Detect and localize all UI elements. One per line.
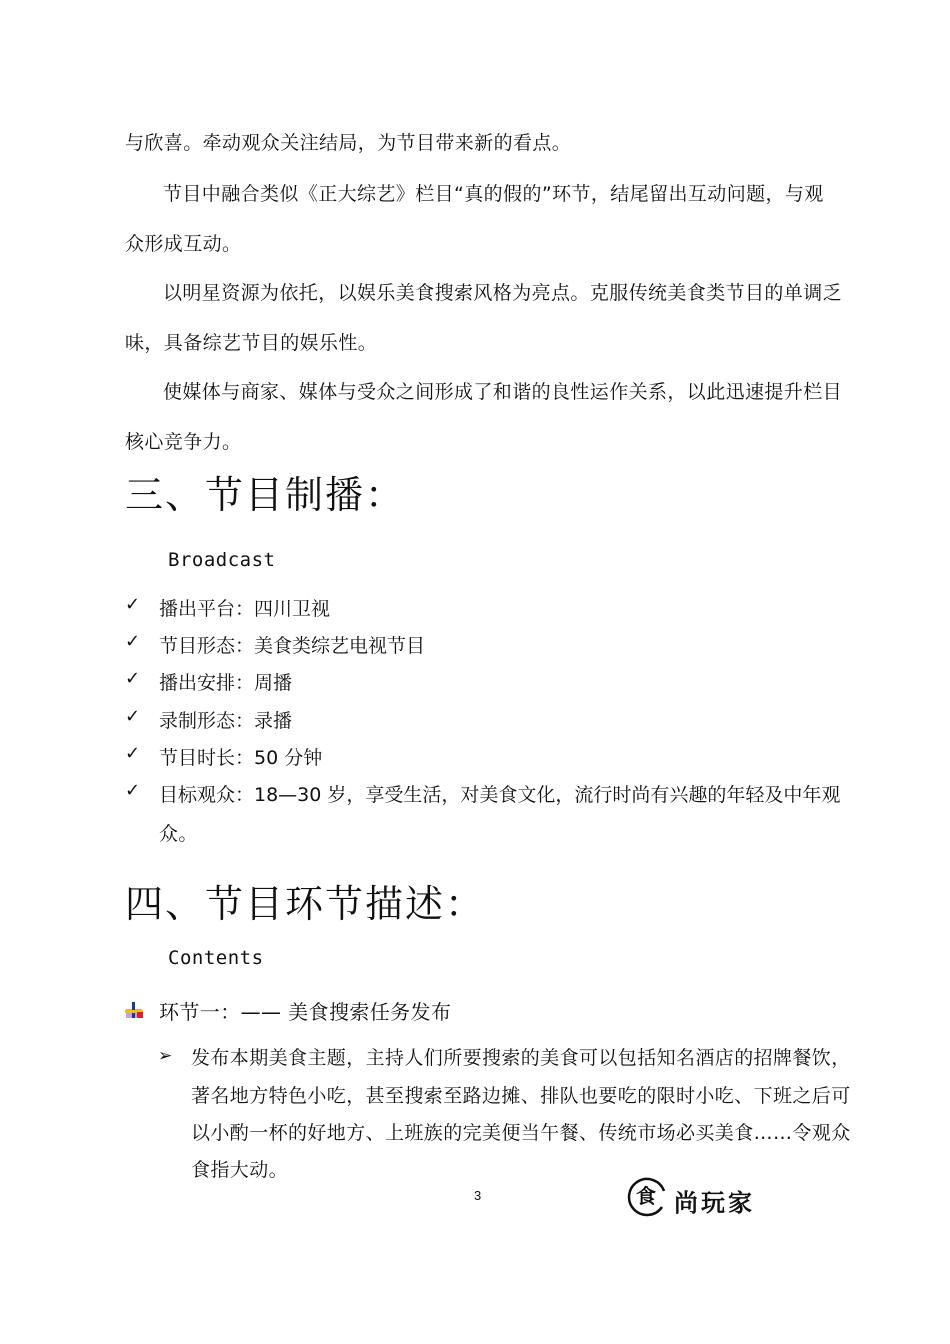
intro-line-5: 味，具备综艺节目的娱乐性。 [125,332,378,354]
broadcast-item-text: 播出平台：四川卫视 [159,598,331,620]
logo-text: 尚玩家 [674,1188,755,1217]
logo-glyph: 食 [636,1184,656,1208]
broadcast-item-text: 目标观众：18—30 岁，享受生活，对美食文化，流行时尚有兴趣的年轻及中年观 [159,784,841,806]
page-number: 3 [474,1188,482,1203]
segment-body-line-3: 以小酌一杯的好地方、上班族的完美便当午餐、传统市场必买美食……令观众 [191,1122,851,1144]
broadcast-item-text: 节目时长：50 分钟 [159,747,323,769]
intro-line-3: 众形成互动。 [125,233,242,255]
intro-line-2: 节目中融合类似《正大综艺》栏目“真的假的”环节，结尾留出互动问题，与观 [163,183,824,205]
checkmark-icon: ✓ [125,706,141,727]
checkmark-icon: ✓ [125,668,141,689]
checkmark-icon: ✓ [125,780,141,801]
segment-body-line-1: 发布本期美食主题，主持人们所要搜索的美食可以包括知名酒店的招牌餐饮， [191,1047,851,1069]
intro-line-4: 以明星资源为依托，以娱乐美食搜索风格为亮点。克服传统美食类节目的单调乏 [163,282,843,304]
broadcast-item-continuation: 众。 [159,823,198,845]
logo-circle-icon [626,1173,670,1217]
intro-line-7: 核心竞争力。 [125,431,242,453]
section3-subtitle: Broadcast [168,549,276,571]
checkmark-icon: ✓ [125,743,141,764]
checkmark-icon: ✓ [125,631,141,652]
checkmark-icon: ✓ [125,594,141,615]
section4-subtitle: Contents [168,947,264,969]
broadcast-item-text: 播出安排：周播 [159,672,293,694]
brand-logo [626,1173,756,1219]
arrow-bullet-icon: ➢ [158,1046,173,1066]
intro-line-6: 使媒体与商家、媒体与受众之间形成了和谐的良性运作关系，以此迅速提升栏目 [163,381,843,403]
segment-bullet-icon [123,1000,145,1020]
segment-title: 环节一：—— 美食搜索任务发布 [159,1000,452,1024]
broadcast-item-text: 节目形态：美食类综艺电视节目 [159,635,426,657]
section4-heading: 四、节目环节描述： [125,882,486,926]
intro-line-1: 与欣喜。牵动观众关注结局，为节目带来新的看点。 [125,132,572,154]
section3-heading: 三、节目制播： [125,473,406,517]
broadcast-item-text: 录制形态：录播 [159,710,293,732]
segment-body-line-2: 著名地方特色小吃，甚至搜索至路边摊、排队也要吃的限时小吃、下班之后可 [191,1085,851,1107]
segment-body-line-4: 食指大动。 [191,1159,289,1181]
